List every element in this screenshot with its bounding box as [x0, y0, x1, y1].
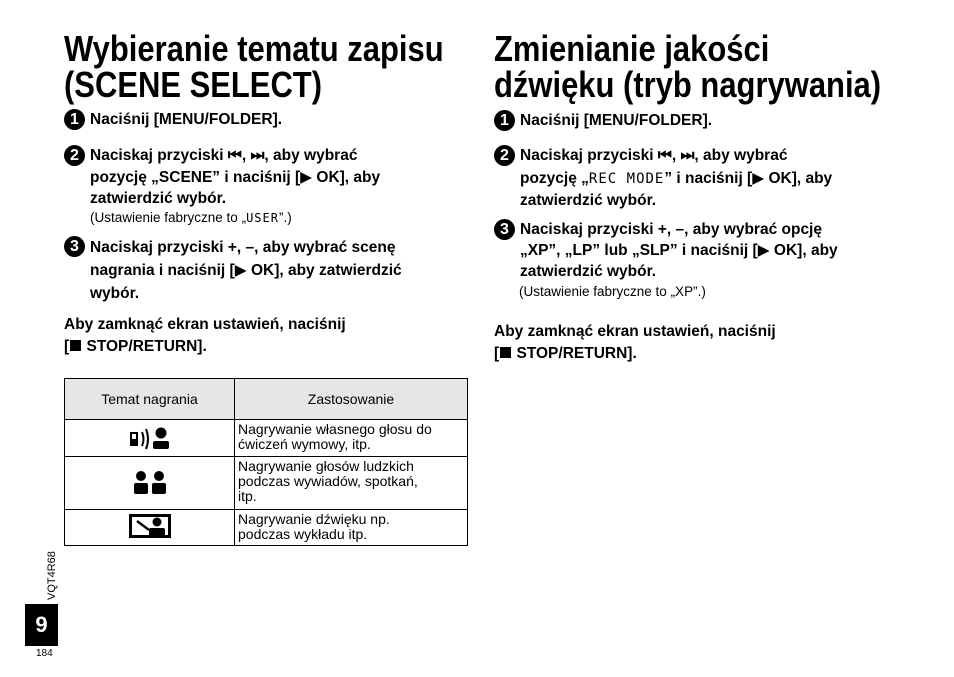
scene-table	[64, 378, 468, 546]
play-icon: ▶	[234, 262, 247, 279]
play-icon: ▶	[300, 168, 313, 186]
step-3-line-2: nagrania i naciśnij [▶ OK], aby zatwierdzić	[90, 262, 402, 279]
table-header-usage: Zastosowanie	[235, 379, 468, 420]
step-2-line-2: pozycję „REC MODE” i naciśnij [▶ OK], aby	[520, 169, 833, 187]
left-heading-line-2: (SCENE SELECT)	[64, 64, 323, 105]
step-3-line-3: wybór.	[90, 285, 140, 302]
table-cell-desc: Nagrywanie dźwięku np. podczas wykładu itp.	[235, 510, 468, 546]
step-2-line-3: zatwierdzić wybór.	[90, 190, 227, 207]
step-number-badge: 3	[64, 236, 85, 257]
play-icon: ▶	[757, 242, 770, 259]
skip-back-icon: ⏮	[657, 147, 672, 164]
step-number-badge: 2	[494, 145, 515, 166]
table-row	[65, 420, 468, 457]
step-1-text: Naciśnij [MENU/FOLDER].	[520, 112, 713, 129]
stop-icon	[70, 340, 81, 351]
segment-display-text: REC MODE	[588, 170, 665, 187]
left-close-instruction: Aby zamknąć ekran ustawień, naciśnij [ STOP/RETURN].	[64, 316, 346, 355]
stop-icon	[500, 347, 511, 358]
table-cell-icon	[65, 457, 235, 510]
step-3-line-1: Naciskaj przyciski +, –, aby wybrać scenę	[90, 239, 396, 256]
step-number-badge: 1	[64, 109, 85, 130]
right-close-instruction: Aby zamknąć ekran ustawień, naciśnij [ STOP/RETURN].	[494, 323, 776, 362]
self-voice-icon	[129, 424, 171, 450]
model-code: VQT4R68	[46, 551, 58, 600]
table-cell-icon	[65, 420, 235, 457]
table-row	[65, 457, 468, 510]
play-icon: ▶	[752, 169, 765, 187]
table-cell-icon	[65, 510, 235, 546]
right-heading-line-2: dźwięku (tryb nagrywania)	[494, 64, 882, 105]
step-number-badge: 2	[64, 145, 85, 166]
table-header-row	[65, 379, 468, 420]
skip-forward-icon: ⏭	[680, 147, 695, 164]
segment-display-text: USER	[246, 211, 279, 225]
right-factory-note: (Ustawienie fabryczne to „XP”.)	[519, 284, 706, 299]
step-3-line-2: „XP”, „LP” lub „SLP” i naciśnij [▶ OK], aby	[520, 242, 838, 259]
step-3-line-3: zatwierdzić wybór.	[520, 263, 657, 280]
table-row	[65, 510, 468, 546]
page-tab: 9	[25, 604, 58, 646]
step-3-line-1: Naciskaj przyciski +, –, aby wybrać opcję	[520, 221, 822, 238]
left-factory-note: (Ustawienie fabryczne to „USER”.)	[90, 210, 292, 225]
skip-back-icon: ⏮	[227, 147, 242, 164]
skip-forward-icon: ⏭	[250, 147, 265, 164]
step-number-badge: 3	[494, 219, 515, 240]
right-heading-line-1: Zmienianie jakości	[494, 28, 770, 69]
meeting-icon	[133, 469, 167, 495]
step-2-line-3: zatwierdzić wybór.	[520, 192, 657, 209]
step-2-line-1: Naciskaj przyciski ⏮, ⏭, aby wybrać	[520, 147, 788, 164]
step-1-text: Naciśnij [MENU/FOLDER].	[90, 111, 283, 128]
table-header-scene: Temat nagrania	[65, 379, 235, 420]
table-cell-desc: Nagrywanie własnego głosu do ćwiczeń wymowy, itp.	[235, 420, 468, 457]
table-cell-desc: Nagrywanie głosów ludzkich podczas wywiadów, spotkań, itp.	[235, 457, 468, 510]
page-number: 184	[36, 648, 53, 659]
step-number-badge: 1	[494, 110, 515, 131]
lecture-icon	[129, 514, 171, 538]
step-2-line-1: Naciskaj przyciski ⏮, ⏭, aby wybrać	[90, 147, 358, 164]
left-heading-line-1: Wybieranie tematu zapisu	[64, 28, 444, 69]
step-2-line-2: pozycję „SCENE” i naciśnij [▶ OK], aby	[90, 168, 381, 186]
